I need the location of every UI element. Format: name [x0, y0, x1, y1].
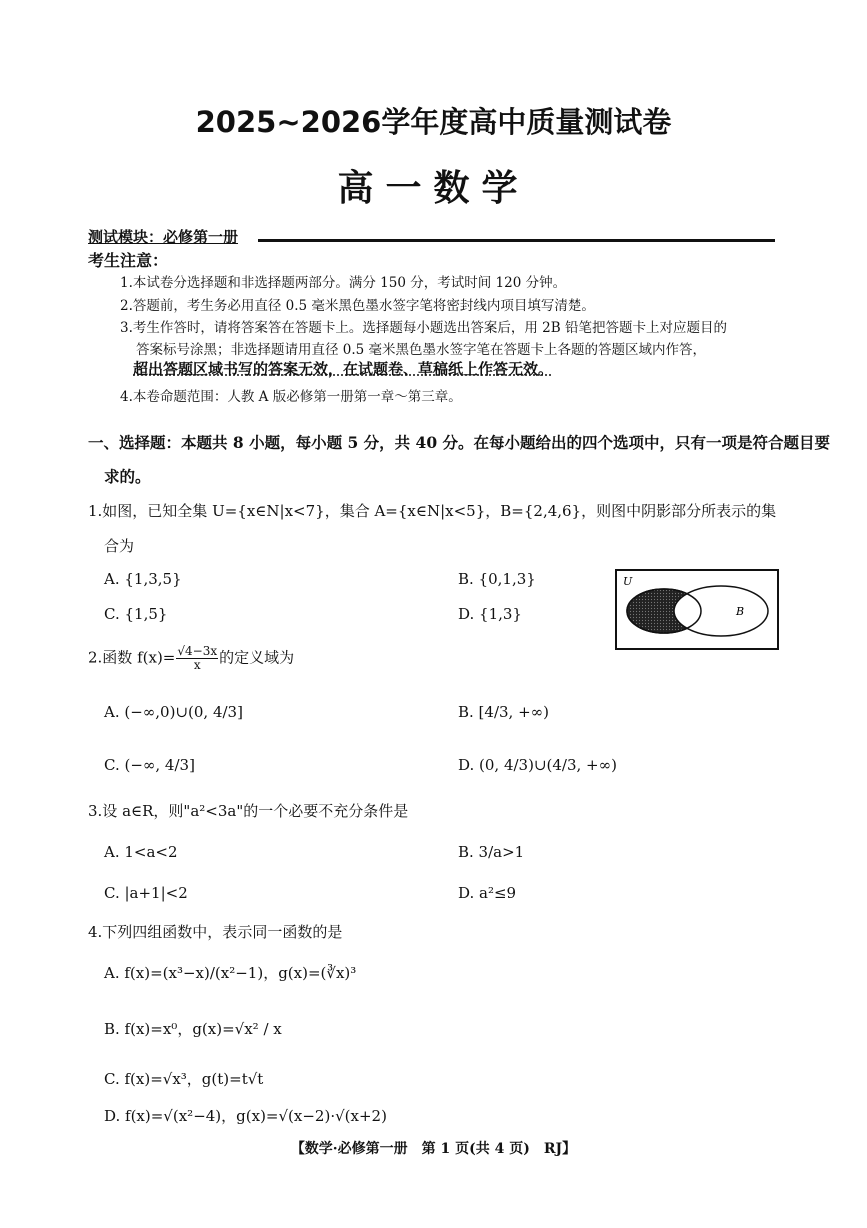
question-2-option-a: A. (−∞,0)∪(0, 4/3]	[104, 703, 243, 721]
question-1-stem-cont: 合为	[104, 537, 135, 555]
notice-item: 3.考生作答时，请将答案答在答题卡上。选择题每小题选出答案后，用 2B 铅笔把答题卡上对应题目的	[120, 320, 727, 336]
venn-svg	[617, 571, 777, 648]
notice-heading: 考生注意：	[88, 251, 169, 270]
page-footer: 【数学·必修第一册 第 1 页(共 4 页) RJ】	[290, 1141, 577, 1157]
question-3-option-d: D. a²≤9	[458, 884, 517, 902]
question-2-prefix: 2.函数 f(x)=	[88, 648, 176, 667]
venn-label-b: B	[736, 605, 745, 618]
header-rule	[258, 239, 775, 242]
question-1-stem: 1.如图，已知全集 U={x∈N|x<7}，集合 A={x∈N|x<5}，B={2,4,6}，则图中阴影部分所表示的集	[88, 502, 777, 520]
notice-item: 1.本试卷分选择题和非选择题两部分。满分 150 分，考试时间 120 分钟。	[120, 275, 567, 291]
question-1-option-a: A. {1,3,5}	[104, 570, 182, 588]
question-1-option-d: D. {1,3}	[458, 605, 522, 623]
question-4-option-d: D. f(x)=√(x²−4)，g(x)=√(x−2)·√(x+2)	[104, 1107, 387, 1125]
notice-emphasis: 超出答题区域书写的答案无效，在试题卷、草稿纸上作答无效。	[133, 360, 554, 378]
subject-title: 高一数学	[337, 167, 530, 209]
notice-item: 4.本卷命题范围：人教 A 版必修第一册第一章～第三章。	[120, 389, 462, 405]
question-2-stem	[88, 645, 294, 672]
exam-title: 2025~2026学年度高中质量测试卷	[195, 105, 672, 139]
question-1-option-b: B. {0,1,3}	[458, 570, 536, 588]
section-heading: 一、选择题：本题共 8 小题，每小题 5 分，共 40 分。在每小题给出的四个选项中，只有一项是符合题目要	[88, 433, 831, 452]
question-2-fraction: $\frac{√4-3x}{x}$	[177, 644, 218, 672]
venn-label-u: U	[623, 575, 633, 588]
question-3-option-a: A. 1<a<2	[104, 843, 178, 861]
question-4-option-a: A. f(x)=(x³−x)/(x²−1)，g(x)=(∛x)³	[104, 964, 357, 982]
question-4-stem: 4.下列四组函数中，表示同一函数的是	[88, 923, 343, 941]
question-2-suffix: 的定义域为	[219, 648, 295, 667]
test-module: 测试模块：必修第一册	[88, 228, 239, 246]
question-2-option-c: C. (−∞, 4/3]	[104, 756, 195, 774]
question-3-option-b: B. 3/a>1	[458, 843, 525, 861]
question-4-option-b: B. f(x)=x⁰，g(x)=√x² / x	[104, 1020, 282, 1038]
question-2-option-b: B. [4/3, +∞)	[458, 703, 550, 721]
question-2-option-d: D. (0, 4/3)∪(4/3, +∞)	[458, 756, 617, 774]
question-3-stem: 3.设 a∈R，则"a²<3a"的一个必要不充分条件是	[88, 802, 409, 820]
question-4-option-c: C. f(x)=√x³，g(t)=t√t	[104, 1070, 264, 1088]
venn-diagram	[615, 569, 779, 650]
question-3-option-c: C. |a+1|<2	[104, 884, 188, 902]
section-heading-cont: 求的。	[104, 467, 151, 486]
notice-item: 2.答题前，考生务必用直径 0.5 毫米黑色墨水签字笔将密封线内项目填写清楚。	[120, 298, 595, 314]
notice-item: 答案标号涂黑；非选择题请用直径 0.5 毫米黑色墨水签字笔在答题卡上各题的答题区域内作答，	[136, 342, 707, 358]
question-1-option-c: C. {1,5}	[104, 605, 168, 623]
